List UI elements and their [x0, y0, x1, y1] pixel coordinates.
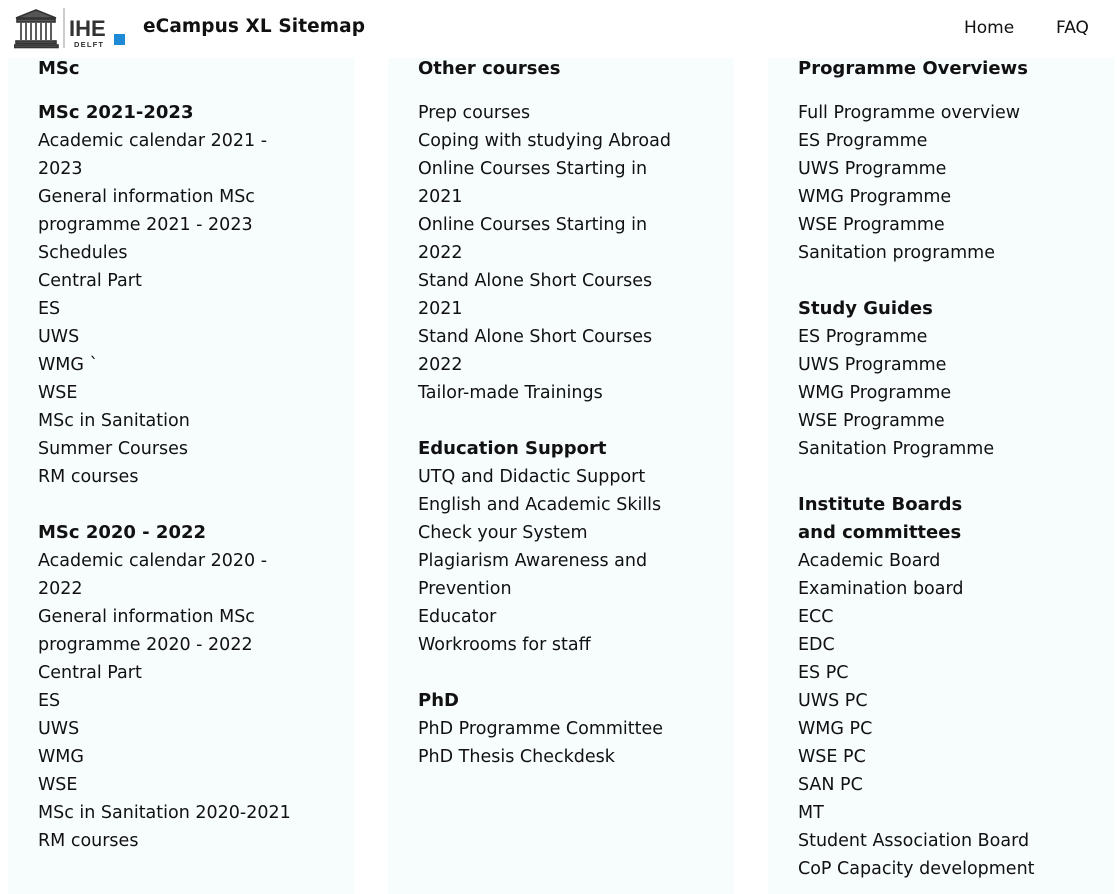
sitemap-link[interactable]: Online Courses Starting in 2022	[418, 215, 648, 263]
column-heading: Programme Overviews	[798, 58, 1028, 79]
section-heading: MSc 2020 - 2022	[38, 522, 207, 543]
sitemap-link[interactable]: PhD Programme Committee	[418, 719, 664, 739]
sitemap-link[interactable]: Full Programme overview	[798, 103, 1021, 123]
sitemap-link[interactable]: MSc in Sanitation 2020-2021	[38, 803, 291, 823]
sitemap-link[interactable]: WMG	[38, 747, 84, 767]
sitemap-link[interactable]: Check your System	[418, 523, 588, 543]
section-heading: MSc 2021-2023	[38, 102, 194, 123]
sitemap-link[interactable]: WSE Programme	[798, 215, 945, 235]
sitemap-link[interactable]: WSE Programme	[798, 411, 945, 431]
sitemap-link[interactable]: Student Association Board	[798, 831, 1030, 851]
sitemap-link[interactable]: RM courses	[38, 831, 139, 851]
column-heading: Other courses	[418, 58, 561, 79]
sitemap-link[interactable]: English and Academic Skills	[418, 495, 662, 515]
sitemap-link[interactable]: RM courses	[38, 467, 139, 487]
sitemap-link[interactable]: Prep courses	[418, 103, 531, 123]
temple-icon	[14, 10, 58, 48]
section-education-support	[418, 435, 734, 659]
sitemap-link[interactable]: ES Programme	[798, 131, 928, 151]
logo-delft-text: DELFT	[74, 40, 105, 49]
site-title: eCampus XL Sitemap	[143, 16, 366, 37]
sitemap-link[interactable]: WSE PC	[798, 747, 866, 767]
sitemap-link[interactable]: Plagiarism Awareness and Prevention	[418, 551, 648, 599]
sitemap-link[interactable]: Summer Courses	[38, 439, 189, 459]
sitemap-link[interactable]: Sanitation Programme	[798, 439, 995, 459]
sitemap-link[interactable]: SAN PC	[798, 775, 863, 795]
sitemap-link[interactable]: Workrooms for staff	[418, 635, 591, 655]
sitemap-link[interactable]: ES Programme	[798, 327, 928, 347]
sitemap-link[interactable]: EDC	[798, 635, 835, 655]
sitemap-link[interactable]: ES	[38, 299, 61, 319]
sitemap-column-other-courses	[388, 58, 734, 894]
sitemap-link[interactable]: PhD Thesis Checkdesk	[418, 747, 615, 767]
sitemap-link[interactable]: Stand Alone Short Courses 2022	[418, 327, 653, 375]
section-msc-2020-2022	[38, 519, 354, 855]
section-msc-2021-2023	[38, 99, 354, 491]
logo-ihe-text: IHE	[69, 16, 106, 41]
sitemap-link[interactable]: Academic calendar 2020 - 2022	[38, 551, 268, 599]
nav-home-link[interactable]: Home	[964, 18, 1015, 38]
section-heading: PhD	[418, 690, 459, 711]
sitemap-link[interactable]: UWS Programme	[798, 159, 947, 179]
sitemap-link[interactable]: ES	[38, 691, 61, 711]
column-heading: MSc	[38, 58, 80, 79]
sitemap-link[interactable]: UWS	[38, 327, 80, 347]
sitemap-link[interactable]: Stand Alone Short Courses 2021	[418, 271, 653, 319]
sitemap-link[interactable]: UWS	[38, 719, 80, 739]
sitemap-link[interactable]: Tailor-made Trainings	[418, 383, 603, 403]
sitemap-column-programme-overviews	[768, 58, 1114, 894]
site-header	[0, 0, 1118, 58]
section-other-courses	[418, 99, 734, 407]
sitemap-link[interactable]: Academic calendar 2021 - 2023	[38, 131, 268, 179]
sitemap-link[interactable]: Central Part	[38, 663, 142, 683]
logo-accent-square	[114, 34, 125, 45]
sitemap-link[interactable]: WMG Programme	[798, 383, 952, 403]
ihe-delft-logo[interactable]	[14, 6, 128, 50]
sitemap-link[interactable]: WSE	[38, 775, 78, 795]
sitemap-link[interactable]: Central Part	[38, 271, 142, 291]
nav-faq-link[interactable]: FAQ	[1056, 18, 1089, 38]
section-institute-boards	[798, 491, 1114, 883]
sitemap-link[interactable]: UTQ and Didactic Support	[418, 467, 646, 487]
sitemap-link[interactable]: General information MSc programme 2020 - 2022	[38, 607, 255, 655]
sitemap-link[interactable]: Examination board	[798, 579, 964, 599]
section-phd	[418, 687, 734, 771]
sitemap-link[interactable]: WMG PC	[798, 719, 873, 739]
sitemap-link[interactable]: Sanitation programme	[798, 243, 995, 263]
sitemap-link[interactable]: Schedules	[38, 243, 128, 263]
section-heading: Education Support	[418, 438, 607, 459]
sitemap-link[interactable]: ES PC	[798, 663, 849, 683]
section-programme-overviews	[798, 99, 1114, 267]
sitemap-column-msc	[8, 58, 354, 894]
sitemap-link[interactable]: Academic Board	[798, 551, 941, 571]
sitemap-link[interactable]: WMG `	[38, 355, 99, 375]
section-heading: Study Guides	[798, 298, 933, 319]
sitemap-link[interactable]: WSE	[38, 383, 78, 403]
sitemap-link[interactable]: UWS Programme	[798, 355, 947, 375]
sitemap-link[interactable]: Educator	[418, 607, 497, 627]
sitemap-link[interactable]: CoP Capacity development	[798, 859, 1035, 879]
sitemap-link[interactable]: Coping with studying Abroad	[418, 131, 671, 151]
sitemap-link[interactable]: General information MSc programme 2021 - 2023	[38, 187, 255, 235]
section-study-guides	[798, 295, 1114, 463]
sitemap-link[interactable]: UWS PC	[798, 691, 868, 711]
section-heading: Institute Boards and committees	[798, 494, 963, 543]
sitemap-link[interactable]: ECC	[798, 607, 834, 627]
sitemap-link[interactable]: Online Courses Starting in 2021	[418, 159, 648, 207]
sitemap-link[interactable]: MSc in Sanitation	[38, 411, 190, 431]
sitemap-link[interactable]: MT	[798, 803, 824, 823]
sitemap-link[interactable]: WMG Programme	[798, 187, 952, 207]
